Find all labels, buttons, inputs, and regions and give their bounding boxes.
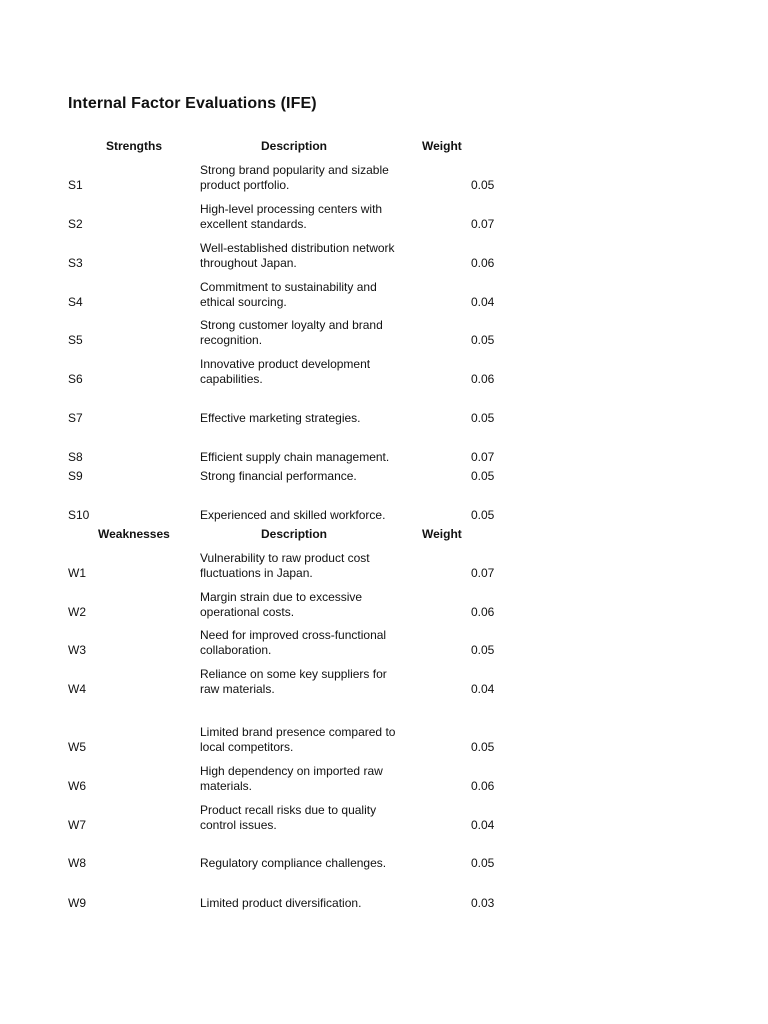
factor-code: W9 (68, 896, 86, 910)
factor-code: S1 (68, 178, 83, 192)
factor-code: W7 (68, 818, 86, 832)
factor-description: High dependency on imported raw materials. (200, 764, 383, 793)
factor-weight: 0.05 (471, 740, 495, 754)
strengths-header: Strengths (106, 139, 163, 153)
factor-weight: 0.06 (471, 256, 495, 270)
weaknesses-weight-header: Weight (422, 527, 462, 541)
factor-weight: 0.05 (471, 333, 495, 347)
factor-code: W5 (68, 740, 86, 754)
factor-description: Product recall risks due to quality control issues. (200, 803, 377, 832)
factor-description: Strong customer loyalty and brand recognition. (200, 318, 383, 347)
factor-code: W1 (68, 566, 86, 580)
factor-description: Well-established distribution network throughout Japan. (200, 241, 395, 270)
factor-weight: 0.07 (471, 566, 495, 580)
factor-code: S5 (68, 333, 83, 347)
factor-description: Need for improved cross-functional collaboration. (200, 628, 387, 657)
factor-description: High-level processing centers with excellent standards. (200, 202, 383, 231)
factor-code: S7 (68, 411, 83, 425)
strengths-weight-header: Weight (422, 139, 462, 153)
factor-code: S10 (68, 508, 90, 522)
factor-code: S8 (68, 450, 83, 464)
factor-weight: 0.05 (471, 411, 495, 425)
factor-code: W8 (68, 856, 86, 870)
factor-description: Commitment to sustainability and ethical sourcing. (200, 280, 377, 309)
factor-weight: 0.05 (471, 178, 495, 192)
factor-code: S6 (68, 372, 83, 386)
factor-code: W3 (68, 643, 86, 657)
factor-description: Vulnerability to raw product cost fluctuations in Japan. (200, 551, 370, 580)
factor-weight: 0.05 (471, 643, 495, 657)
factor-weight: 0.05 (471, 469, 495, 483)
factor-weight: 0.06 (471, 605, 495, 619)
factor-weight: 0.03 (471, 896, 495, 910)
factor-code: W6 (68, 779, 86, 793)
factor-description: Reliance on some key suppliers for raw materials. (200, 667, 387, 696)
strengths-description-header: Description (261, 139, 328, 153)
factor-weight: 0.05 (471, 856, 495, 870)
weaknesses-description-header: Description (261, 527, 328, 541)
factor-weight: 0.04 (471, 818, 495, 832)
factor-code: S2 (68, 217, 83, 231)
factor-description: Efficient supply chain management. (200, 449, 390, 464)
factor-weight: 0.07 (471, 217, 495, 231)
factor-weight: 0.05 (471, 508, 495, 522)
factor-description: Limited product diversification. (200, 895, 362, 910)
factor-description: Innovative product development capabilities. (200, 357, 371, 386)
factor-description: Regulatory compliance challenges. (200, 855, 387, 870)
factor-description: Strong brand popularity and sizable product portfolio. (200, 163, 389, 192)
factor-code: S9 (68, 469, 83, 483)
factor-weight: 0.06 (471, 779, 495, 793)
factor-description: Margin strain due to excessive operational costs. (200, 590, 363, 619)
factor-weight: 0.04 (471, 682, 495, 696)
factor-description: Experienced and skilled workforce. (200, 507, 386, 522)
factor-code: S4 (68, 295, 83, 309)
factor-description: Strong financial performance. (200, 468, 357, 483)
factor-description: Limited brand presence compared to local competitors. (200, 725, 396, 754)
page-title: Internal Factor Evaluations (IFE) (68, 95, 317, 112)
factor-code: W4 (68, 682, 86, 696)
factor-description: Effective marketing strategies. (200, 410, 361, 425)
factor-code: W2 (68, 605, 86, 619)
factor-weight: 0.06 (471, 372, 495, 386)
factor-weight: 0.07 (471, 450, 495, 464)
factor-weight: 0.04 (471, 295, 495, 309)
weaknesses-header: Weaknesses (98, 527, 170, 541)
factor-code: S3 (68, 256, 83, 270)
